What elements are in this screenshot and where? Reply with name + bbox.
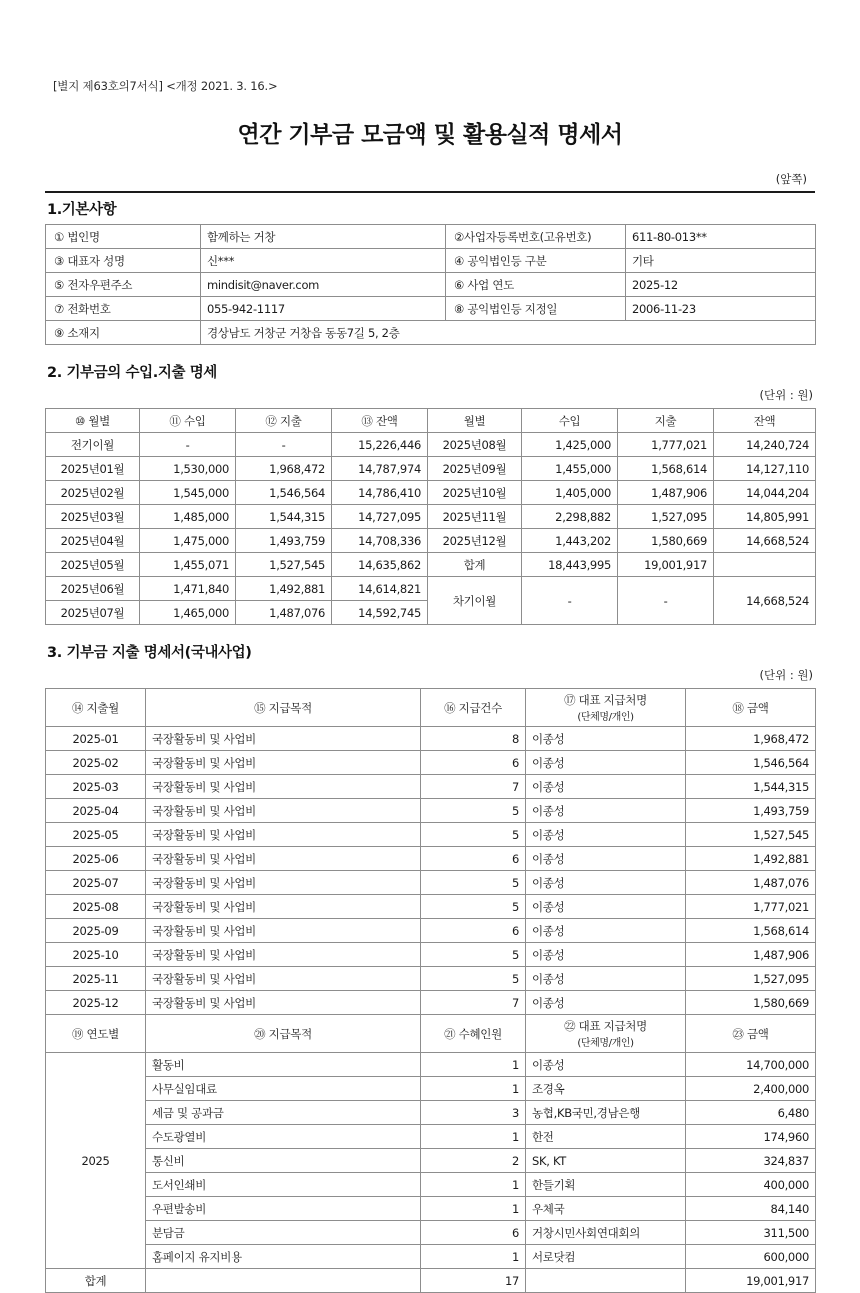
col-balance-left: ⑬ 잔액 (332, 409, 428, 433)
payee-cell: 이종성 (526, 751, 686, 775)
yearly-purpose-cell: 세금 및 공과금 (146, 1101, 421, 1125)
expense-cell: 1,492,881 (236, 577, 332, 601)
month-cell: 2025년11월 (428, 505, 522, 529)
table-row (46, 775, 816, 799)
yearly-header-row (46, 1015, 816, 1053)
yearly-purpose-cell: 도서인쇄비 (146, 1173, 421, 1197)
address-value: 경상남도 거창군 거창읍 동동7길 5, 2층 (201, 321, 816, 345)
expense-cell: 1,777,021 (618, 433, 714, 457)
payee-cell: 이종성 (526, 967, 686, 991)
expense-cell: 1,968,472 (236, 457, 332, 481)
balance-cell: 14,614,821 (332, 577, 428, 601)
col-year: ⑲ 연도별 (46, 1015, 146, 1053)
col-income-right: 수입 (522, 409, 618, 433)
col-month-right: 월별 (428, 409, 522, 433)
yearly-payee-cell: 이종성 (526, 1053, 686, 1077)
purpose-cell: 국장활동비 및 사업비 (146, 775, 421, 799)
month-cell: 2025년04월 (46, 529, 140, 553)
section3-unit-note: (단위 : 원) (759, 668, 813, 682)
yearly-payee-cell: 한전 (526, 1125, 686, 1149)
carryover-label-cell: 차기이월 (428, 577, 522, 625)
table-row (46, 553, 816, 577)
expense-detail-body (46, 727, 816, 1293)
count-cell: 5 (421, 967, 526, 991)
income-cell: 1,443,202 (522, 529, 618, 553)
table-row (46, 409, 816, 433)
table-row (46, 943, 816, 967)
income-cell: 1,455,071 (140, 553, 236, 577)
year-label-cell: 2025 (46, 1053, 146, 1269)
amount-cell: 1,546,564 (686, 751, 816, 775)
table-row (46, 727, 816, 751)
carryover-expense-cell: - (618, 577, 714, 625)
table-row (46, 249, 816, 273)
yearly-payee-cell: SK, KT (526, 1149, 686, 1173)
yearly-payee-cell: 서로닷컴 (526, 1245, 686, 1269)
yearly-payee-cell: 한들기획 (526, 1173, 686, 1197)
table-row (46, 991, 816, 1015)
total-label-cell: 합계 (428, 553, 522, 577)
yearly-amount-cell: 2,400,000 (686, 1077, 816, 1101)
email-value: mindisit@naver.com (201, 273, 446, 297)
yearly-amount-cell: 311,500 (686, 1221, 816, 1245)
col-purpose: ⑮ 지급목적 (146, 689, 421, 727)
purpose-cell: 국장활동비 및 사업비 (146, 751, 421, 775)
phone-label: ⑦ 전화번호 (46, 297, 201, 321)
payee-cell: 이종성 (526, 823, 686, 847)
month-cell: 2025년07월 (46, 601, 140, 625)
expense-month-cell: 2025-11 (46, 967, 146, 991)
col-payee (526, 689, 686, 727)
expense-cell: 1,487,906 (618, 481, 714, 505)
yearly-payee-cell: 우체국 (526, 1197, 686, 1221)
expense-month-cell: 2025-06 (46, 847, 146, 871)
yearly-payee-cell: 거창시민사회연대회의 (526, 1221, 686, 1245)
designation-date-value: 2006-11-23 (626, 297, 816, 321)
table-row (46, 751, 816, 775)
col-balance-right: 잔액 (714, 409, 816, 433)
table-row (46, 1149, 816, 1173)
table-row (46, 1077, 816, 1101)
expense-month-cell: 2025-03 (46, 775, 146, 799)
income-cell: 1,530,000 (140, 457, 236, 481)
section2-title: 2. 기부금의 수입.지출 명세 (47, 365, 217, 381)
table-row (46, 481, 816, 505)
expense-month-cell: 2025-04 (46, 799, 146, 823)
yearly-amount-cell: 174,960 (686, 1125, 816, 1149)
amount-cell: 1,580,669 (686, 991, 816, 1015)
income-cell: 1,475,000 (140, 529, 236, 553)
carryover-income-cell: - (522, 577, 618, 625)
email-label: ⑤ 전자우편주소 (46, 273, 201, 297)
table-row (46, 1245, 816, 1269)
col-expense-right: 지출 (618, 409, 714, 433)
table-row (46, 1197, 816, 1221)
month-cell: 2025년09월 (428, 457, 522, 481)
page-title: 연간 기부금 모금액 및 활용실적 명세서 (237, 122, 623, 148)
table-row (46, 847, 816, 871)
income-cell: 1,425,000 (522, 433, 618, 457)
col-yearly-purpose: ⑳ 지급목적 (146, 1015, 421, 1053)
yearly-purpose-cell: 활동비 (146, 1053, 421, 1077)
representative-label: ③ 대표자 성명 (46, 249, 201, 273)
table-row (46, 1101, 816, 1125)
purpose-cell: 국장활동비 및 사업비 (146, 727, 421, 751)
total-expense-cell: 19,001,917 (618, 553, 714, 577)
expense-month-cell: 2025-12 (46, 991, 146, 1015)
expense-detail-header (46, 689, 816, 727)
payee-cell: 이종성 (526, 799, 686, 823)
income-cell: 1,485,000 (140, 505, 236, 529)
income-cell: - (140, 433, 236, 457)
table-row (46, 1125, 816, 1149)
month-cell: 2025년06월 (46, 577, 140, 601)
corp-type-label: ④ 공익법인등 구분 (446, 249, 626, 273)
income-expense-header (46, 409, 816, 433)
form-code: [별지 제63호의7서식] <개정 2021. 3. 16.> (53, 79, 278, 93)
yearly-purpose-cell: 사무실임대료 (146, 1077, 421, 1101)
amount-cell: 1,544,315 (686, 775, 816, 799)
count-cell: 6 (421, 751, 526, 775)
amount-cell: 1,527,545 (686, 823, 816, 847)
yearly-amount-cell: 600,000 (686, 1245, 816, 1269)
month-cell: 2025년05월 (46, 553, 140, 577)
table-row (46, 1173, 816, 1197)
basic-info-table (45, 224, 816, 345)
expense-cell: 1,580,669 (618, 529, 714, 553)
col-month-left: ⑩ 월별 (46, 409, 140, 433)
table-row (46, 895, 816, 919)
month-cell: 2025년10월 (428, 481, 522, 505)
col-yearly-payee-main: ㉒ 대표 지급처명 (564, 1019, 647, 1033)
balance-cell: 14,727,095 (332, 505, 428, 529)
yearly-count-cell: 1 (421, 1173, 526, 1197)
table-row (46, 689, 816, 727)
balance-cell: 14,787,974 (332, 457, 428, 481)
purpose-cell: 국장활동비 및 사업비 (146, 871, 421, 895)
payee-cell: 이종성 (526, 943, 686, 967)
expense-cell: 1,546,564 (236, 481, 332, 505)
col-payee-main: ⑰ 대표 지급처명 (564, 693, 647, 707)
expense-month-cell: 2025-02 (46, 751, 146, 775)
count-cell: 7 (421, 991, 526, 1015)
section2-unit-note: (단위 : 원) (759, 388, 813, 402)
yearly-count-cell: 2 (421, 1149, 526, 1173)
expense-month-cell: 2025-01 (46, 727, 146, 751)
col-yearly-amount: ㉓ 금액 (686, 1015, 816, 1053)
fiscal-year-label: ⑥ 사업 연도 (446, 273, 626, 297)
expense-month-cell: 2025-10 (46, 943, 146, 967)
yearly-count-cell: 1 (421, 1197, 526, 1221)
table-row (46, 919, 816, 943)
designation-date-label: ⑧ 공익법인등 지정일 (446, 297, 626, 321)
yearly-amount-cell: 84,140 (686, 1197, 816, 1221)
amount-cell: 1,568,614 (686, 919, 816, 943)
count-cell: 8 (421, 727, 526, 751)
payee-cell: 이종성 (526, 775, 686, 799)
income-cell: 1,465,000 (140, 601, 236, 625)
grand-total-payee (526, 1269, 686, 1293)
balance-cell: 14,708,336 (332, 529, 428, 553)
balance-cell: 14,240,724 (714, 433, 816, 457)
table-row (46, 529, 816, 553)
table-row (46, 1053, 816, 1077)
yearly-purpose-cell: 우편발송비 (146, 1197, 421, 1221)
col-beneficiary-count: ㉑ 수혜인원 (421, 1015, 526, 1053)
table-row (46, 457, 816, 481)
yearly-amount-cell: 14,700,000 (686, 1053, 816, 1077)
fiscal-year-value: 2025-12 (626, 273, 816, 297)
amount-cell: 1,487,076 (686, 871, 816, 895)
table-row (46, 1221, 816, 1245)
grand-total-count: 17 (421, 1269, 526, 1293)
grand-total-label: 합계 (46, 1269, 146, 1293)
yearly-purpose-cell: 통신비 (146, 1149, 421, 1173)
expense-month-cell: 2025-08 (46, 895, 146, 919)
col-count: ⑯ 지급건수 (421, 689, 526, 727)
business-number-label: ②사업자등록번호(고유번호) (446, 225, 626, 249)
table-row (46, 297, 816, 321)
income-cell: 2,298,882 (522, 505, 618, 529)
expense-cell: 1,493,759 (236, 529, 332, 553)
table-row (46, 823, 816, 847)
count-cell: 5 (421, 943, 526, 967)
month-cell: 2025년12월 (428, 529, 522, 553)
table-row (46, 799, 816, 823)
balance-cell: 15,226,446 (332, 433, 428, 457)
purpose-cell: 국장활동비 및 사업비 (146, 847, 421, 871)
business-number-value: 611-80-013** (626, 225, 816, 249)
yearly-count-cell: 6 (421, 1221, 526, 1245)
expense-detail-table (45, 688, 816, 1293)
balance-cell: 14,635,862 (332, 553, 428, 577)
count-cell: 5 (421, 823, 526, 847)
amount-cell: 1,968,472 (686, 727, 816, 751)
table-row (46, 273, 816, 297)
expense-cell: - (236, 433, 332, 457)
col-amount: ⑱ 금액 (686, 689, 816, 727)
yearly-count-cell: 1 (421, 1053, 526, 1077)
count-cell: 5 (421, 871, 526, 895)
month-cell: 2025년02월 (46, 481, 140, 505)
grand-total-amount: 19,001,917 (686, 1269, 816, 1293)
carryover-balance-cell: 14,668,524 (714, 577, 816, 625)
table-row (46, 321, 816, 345)
income-expense-body (46, 433, 816, 625)
amount-cell: 1,487,906 (686, 943, 816, 967)
section1-top-rule (45, 191, 815, 193)
section1-title: 1.기본사항 (47, 202, 117, 218)
table-row (46, 433, 816, 457)
yearly-purpose-cell: 분담금 (146, 1221, 421, 1245)
expense-month-cell: 2025-05 (46, 823, 146, 847)
amount-cell: 1,492,881 (686, 847, 816, 871)
payee-cell: 이종성 (526, 871, 686, 895)
table-row (46, 225, 816, 249)
expense-cell: 1,544,315 (236, 505, 332, 529)
purpose-cell: 국장활동비 및 사업비 (146, 919, 421, 943)
purpose-cell: 국장활동비 및 사업비 (146, 823, 421, 847)
section3-title: 3. 기부금 지출 명세서(국내사업) (47, 645, 252, 661)
balance-cell: 14,786,410 (332, 481, 428, 505)
expense-month-cell: 2025-09 (46, 919, 146, 943)
count-cell: 5 (421, 799, 526, 823)
income-cell: 1,471,840 (140, 577, 236, 601)
income-cell: 1,405,000 (522, 481, 618, 505)
count-cell: 6 (421, 847, 526, 871)
phone-value: 055-942-1117 (201, 297, 446, 321)
income-cell: 1,545,000 (140, 481, 236, 505)
yearly-purpose-cell: 수도광열비 (146, 1125, 421, 1149)
col-expense-left: ⑫ 지출 (236, 409, 332, 433)
yearly-count-cell: 3 (421, 1101, 526, 1125)
income-cell: 1,455,000 (522, 457, 618, 481)
expense-cell: 1,527,545 (236, 553, 332, 577)
yearly-payee-cell: 조경옥 (526, 1077, 686, 1101)
purpose-cell: 국장활동비 및 사업비 (146, 991, 421, 1015)
yearly-payee-cell: 농협,KB국민,경남은행 (526, 1101, 686, 1125)
purpose-cell: 국장활동비 및 사업비 (146, 943, 421, 967)
grand-total-row (46, 1269, 816, 1293)
balance-cell: 14,805,991 (714, 505, 816, 529)
expense-cell: 1,487,076 (236, 601, 332, 625)
total-income-cell: 18,443,995 (522, 553, 618, 577)
col-yearly-payee (526, 1015, 686, 1053)
basic-info-body (46, 225, 816, 345)
payee-cell: 이종성 (526, 847, 686, 871)
payee-cell: 이종성 (526, 895, 686, 919)
count-cell: 5 (421, 895, 526, 919)
month-cell: 2025년08월 (428, 433, 522, 457)
balance-cell: 14,127,110 (714, 457, 816, 481)
corp-name-value: 함께하는 거창 (201, 225, 446, 249)
amount-cell: 1,527,095 (686, 967, 816, 991)
col-expense-month: ⑭ 지출월 (46, 689, 146, 727)
yearly-amount-cell: 324,837 (686, 1149, 816, 1173)
yearly-count-cell: 1 (421, 1245, 526, 1269)
amount-cell: 1,493,759 (686, 799, 816, 823)
col-income-left: ⑪ 수입 (140, 409, 236, 433)
total-balance-cell (714, 553, 816, 577)
table-row (46, 505, 816, 529)
expense-cell: 1,527,095 (618, 505, 714, 529)
yearly-amount-cell: 6,480 (686, 1101, 816, 1125)
amount-cell: 1,777,021 (686, 895, 816, 919)
yearly-purpose-cell: 홈페이지 유지비용 (146, 1245, 421, 1269)
payee-cell: 이종성 (526, 727, 686, 751)
month-cell: 2025년03월 (46, 505, 140, 529)
table-row (46, 967, 816, 991)
col-yearly-payee-sub: (단체명/개인) (577, 1038, 634, 1049)
purpose-cell: 국장활동비 및 사업비 (146, 799, 421, 823)
yearly-amount-cell: 400,000 (686, 1173, 816, 1197)
month-cell: 전기이월 (46, 433, 140, 457)
table-row (46, 871, 816, 895)
grand-total-purpose (146, 1269, 421, 1293)
representative-value: 신*** (201, 249, 446, 273)
month-cell: 2025년01월 (46, 457, 140, 481)
yearly-count-cell: 1 (421, 1125, 526, 1149)
purpose-cell: 국장활동비 및 사업비 (146, 967, 421, 991)
table-row (46, 577, 816, 601)
count-cell: 7 (421, 775, 526, 799)
corp-type-value: 기타 (626, 249, 816, 273)
count-cell: 6 (421, 919, 526, 943)
address-label: ⑨ 소재지 (46, 321, 201, 345)
payee-cell: 이종성 (526, 919, 686, 943)
purpose-cell: 국장활동비 및 사업비 (146, 895, 421, 919)
balance-cell: 14,044,204 (714, 481, 816, 505)
expense-month-cell: 2025-07 (46, 871, 146, 895)
expense-cell: 1,568,614 (618, 457, 714, 481)
corp-name-label: ① 법인명 (46, 225, 201, 249)
income-expense-table (45, 408, 816, 625)
col-payee-sub: (단체명/개인) (577, 712, 634, 723)
payee-cell: 이종성 (526, 991, 686, 1015)
balance-cell: 14,668,524 (714, 529, 816, 553)
page-side-note: (앞쪽) (775, 172, 807, 186)
yearly-count-cell: 1 (421, 1077, 526, 1101)
balance-cell: 14,592,745 (332, 601, 428, 625)
